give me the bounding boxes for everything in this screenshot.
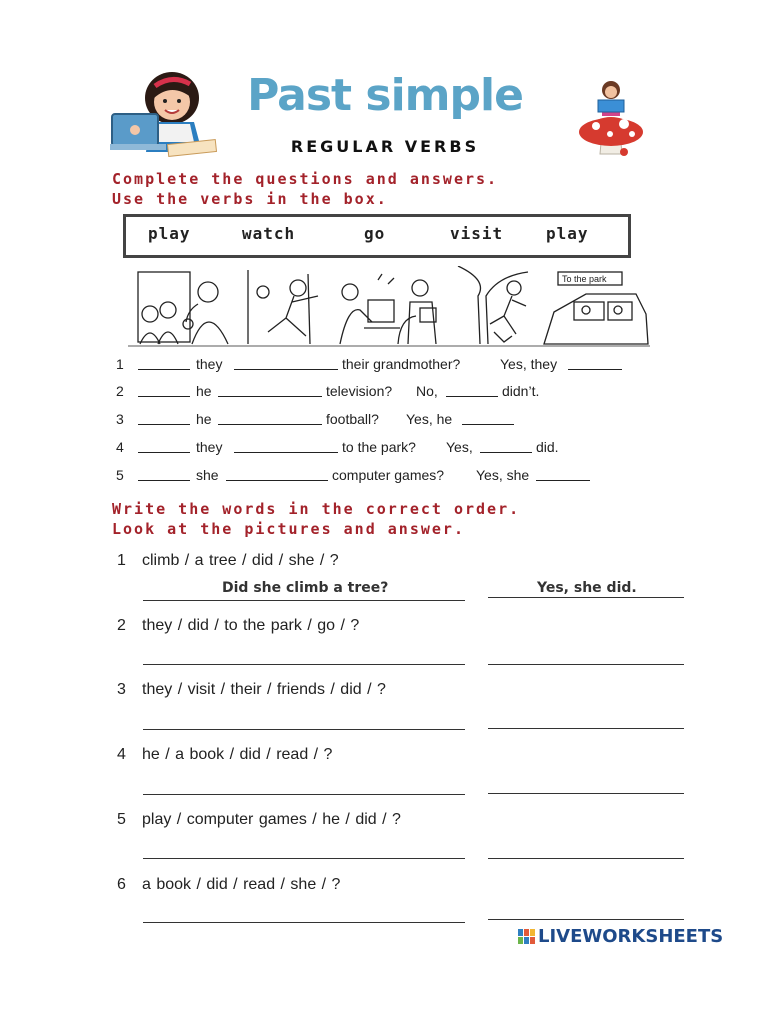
answer-line[interactable] (488, 728, 684, 729)
answer-line[interactable] (488, 793, 684, 794)
answer-line[interactable] (488, 858, 684, 859)
answer-blank[interactable] (446, 396, 498, 397)
answer-blank[interactable] (536, 480, 590, 481)
answer-line[interactable] (488, 597, 684, 598)
page-subtitle: REGULAR VERBS (290, 137, 480, 156)
question-line[interactable] (143, 922, 465, 923)
item-answer-pre: No, (416, 383, 438, 399)
item-answer: Yes, they (500, 356, 558, 372)
page-title: Past simple (247, 70, 523, 121)
scrambled-words: they / visit / their / friends / did / ? (142, 681, 386, 698)
item-rest: their grandmother? (342, 356, 461, 372)
question-line[interactable] (143, 664, 465, 665)
scrambled-words: climb / a tree / did / she / ? (142, 552, 339, 569)
scrambled-words: they / did / to the park / go / ? (142, 617, 360, 634)
park-sign-text: To the park (562, 274, 607, 284)
verb-item: play (546, 224, 589, 243)
part2-instruction-2: Look at the pictures and answer. (112, 520, 465, 538)
question-answer: Did she climb a tree? (222, 580, 389, 596)
item-number: 6 (117, 876, 126, 893)
item-number: 1 (116, 356, 124, 372)
verb-item: visit (450, 224, 504, 243)
verb-item: watch (242, 224, 296, 243)
item-number: 5 (117, 811, 126, 828)
question-line[interactable] (143, 729, 465, 730)
answer-blank[interactable] (138, 452, 190, 453)
answer-blank[interactable] (462, 424, 514, 425)
part1-item (116, 356, 656, 378)
scrambled-words: play / computer games / he / did / ? (142, 811, 401, 828)
item-number: 2 (117, 617, 126, 634)
verb-item: go (364, 224, 386, 243)
mushroom-reader-illustration (578, 76, 644, 158)
item-subject: they (196, 439, 223, 455)
scrambled-words: he / a book / did / read / ? (142, 746, 333, 763)
item-answer: Yes, he (406, 411, 453, 427)
item-answer: Yes, she (476, 467, 530, 483)
item-number: 4 (116, 439, 124, 455)
answer-blank[interactable] (138, 480, 190, 481)
part1-item (116, 411, 656, 433)
girl-laptop-illustration (110, 68, 222, 158)
part1-instruction-1: Complete the questions and answers. (112, 170, 499, 188)
answer-blank[interactable] (138, 396, 190, 397)
picture-strip (128, 266, 650, 348)
item-subject: he (196, 411, 212, 427)
answer-blank[interactable] (480, 452, 532, 453)
verb-item: play (148, 224, 191, 243)
question-line[interactable] (143, 794, 465, 795)
item-rest: to the park? (342, 439, 416, 455)
answer-blank[interactable] (234, 369, 338, 370)
short-answer: Yes, she did. (537, 580, 637, 596)
question-line[interactable] (143, 858, 465, 859)
item-number: 4 (117, 746, 126, 763)
scrambled-words: a book / did / read / she / ? (142, 876, 341, 893)
part2-instruction-1: Write the words in the correct order. (112, 500, 521, 518)
answer-blank[interactable] (218, 424, 322, 425)
item-subject: they (196, 356, 223, 372)
answer-blank[interactable] (218, 396, 322, 397)
item-number: 3 (117, 681, 126, 698)
part1-item (116, 439, 656, 461)
item-number: 1 (117, 552, 126, 569)
question-line[interactable] (143, 600, 465, 601)
answer-line[interactable] (488, 664, 684, 665)
liveworksheets-logo-icon (518, 929, 536, 945)
item-number: 5 (116, 467, 124, 483)
answer-blank[interactable] (568, 369, 622, 370)
answer-blank[interactable] (138, 424, 190, 425)
brand-name[interactable]: LIVEWORKSHEETS (538, 926, 724, 947)
answer-blank[interactable] (138, 369, 190, 370)
item-answer-post: didn’t. (502, 383, 540, 399)
item-subject: she (196, 467, 219, 483)
item-answer-pre: Yes, (446, 439, 473, 455)
part1-item (116, 383, 656, 405)
item-number: 2 (116, 383, 124, 399)
item-number: 3 (116, 411, 124, 427)
part1-instruction-2: Use the verbs in the box. (112, 190, 388, 208)
item-subject: he (196, 383, 212, 399)
answer-blank[interactable] (234, 452, 338, 453)
item-rest: computer games? (332, 467, 445, 483)
item-rest: football? (326, 411, 379, 427)
part1-item (116, 467, 656, 489)
answer-line[interactable] (488, 919, 684, 920)
item-rest: television? (326, 383, 393, 399)
answer-blank[interactable] (226, 480, 328, 481)
item-answer-post: did. (536, 439, 559, 455)
